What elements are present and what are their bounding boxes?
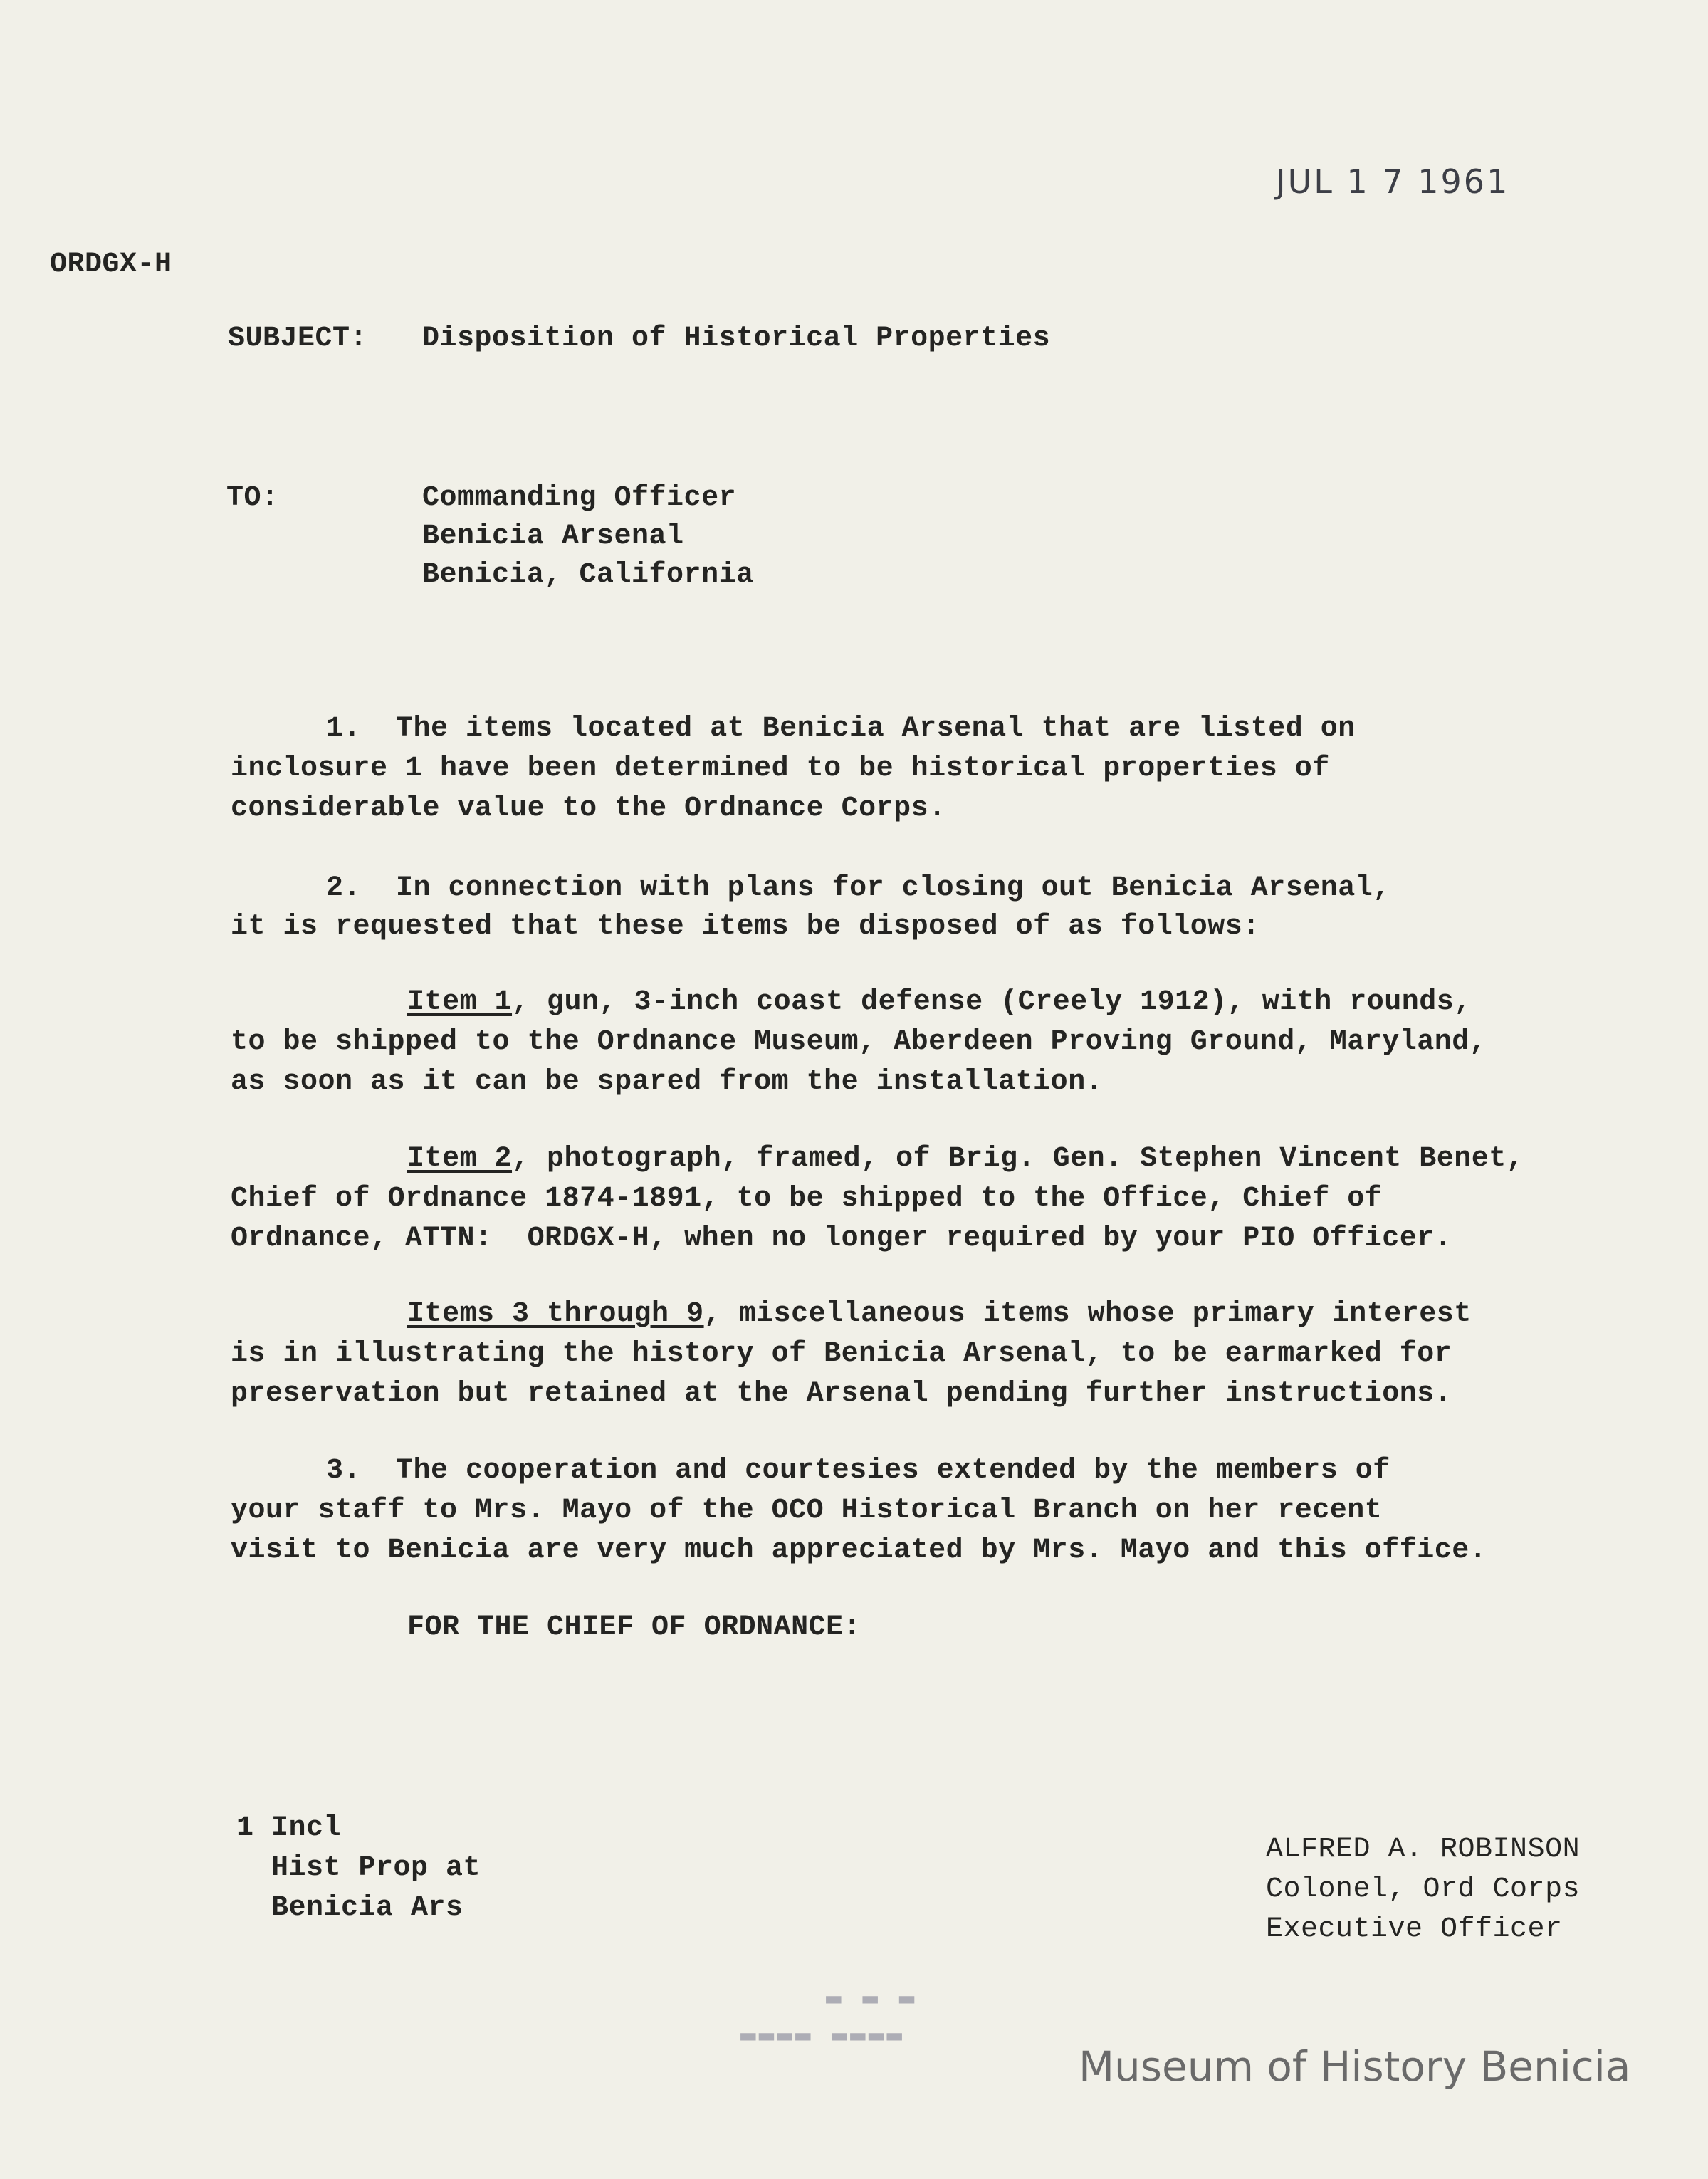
item2-line-3: Ordnance, ATTN: ORDGX-H, when no longer required by your PIO Officer. bbox=[231, 1223, 1452, 1255]
para3-line-3: visit to Benicia are very much appreciated by Mrs. Mayo and this office. bbox=[231, 1535, 1487, 1567]
to-line-2: Benicia Arsenal bbox=[422, 521, 684, 553]
para3-line-1: 3. The cooperation and courtesies extended by the members of bbox=[326, 1455, 1390, 1487]
inclosure-line-3: Benicia Ars bbox=[236, 1892, 463, 1924]
signature-rank: Colonel, Ord Corps bbox=[1266, 1874, 1581, 1906]
bleed-through-stamp-mark-2: ▬▬▬▬ ▬▬▬▬ bbox=[740, 2024, 906, 2053]
items3-9-line-2: is in illustrating the history of Benicia Arsenal, to be earmarked for bbox=[231, 1338, 1452, 1370]
to-line-3: Benicia, California bbox=[422, 559, 754, 591]
closing-line: FOR THE CHIEF OF ORDNANCE: bbox=[407, 1611, 861, 1644]
item1-line-1 bbox=[407, 983, 1472, 1023]
para1-line-2: inclosure 1 have been determined to be historical properties of bbox=[231, 753, 1330, 785]
inclosure-line-1: 1 Incl bbox=[236, 1812, 342, 1844]
date-stamp: JUL 1 7 1961 bbox=[1276, 162, 1510, 201]
subject-label: SUBJECT: bbox=[228, 323, 368, 355]
bleed-through-stamp-mark: ▬ ▬ ▬ bbox=[826, 1987, 918, 2016]
item1-line-1-rest: , gun, 3-inch coast defense (Creely 1912), with rounds, bbox=[512, 986, 1472, 1018]
signature-title: Executive Officer bbox=[1266, 1913, 1563, 1945]
subject-text: Disposition of Historical Properties bbox=[422, 323, 1051, 355]
item1-line-2: to be shipped to the Ordnance Museum, Aberdeen Proving Ground, Maryland, bbox=[231, 1026, 1487, 1058]
inclosure-line-2: Hist Prop at bbox=[236, 1852, 481, 1884]
to-line-1: Commanding Officer bbox=[422, 482, 737, 514]
item2-heading: Item 2 bbox=[407, 1143, 513, 1175]
item2-line-2: Chief of Ordnance 1874-1891, to be shipped to the Office, Chief of bbox=[231, 1183, 1383, 1215]
office-symbol: ORDGX-H bbox=[50, 249, 172, 281]
items3-9-line-1 bbox=[407, 1295, 1472, 1334]
item1-line-3: as soon as it can be spared from the installation. bbox=[231, 1066, 1104, 1098]
para2-line-2: it is requested that these items be disposed of as follows: bbox=[231, 911, 1260, 943]
items3-9-line-1-rest: , miscellaneous items whose primary interest bbox=[703, 1298, 1472, 1330]
para3-line-2: your staff to Mrs. Mayo of the OCO Historical Branch on her recent bbox=[231, 1495, 1383, 1527]
to-label: TO: bbox=[226, 482, 279, 514]
item2-line-1-rest: , photograph, framed, of Brig. Gen. Stephen Vincent Benet, bbox=[512, 1143, 1524, 1175]
items3-9-heading: Items 3 through 9 bbox=[407, 1298, 704, 1330]
item1-heading: Item 1 bbox=[407, 986, 513, 1018]
para2-line-1: 2. In connection with plans for closing out Benicia Arsenal, bbox=[326, 872, 1390, 904]
para1-line-1: 1. The items located at Benicia Arsenal that are listed on bbox=[326, 713, 1356, 745]
items3-9-line-3: preservation but retained at the Arsenal pending further instructions. bbox=[231, 1378, 1452, 1410]
item2-line-1 bbox=[407, 1139, 1524, 1179]
signature-name: ALFRED A. ROBINSON bbox=[1266, 1834, 1581, 1866]
museum-watermark: Museum of History Benicia bbox=[1079, 2042, 1631, 2091]
para1-line-3: considerable value to the Ordnance Corps. bbox=[231, 793, 946, 825]
